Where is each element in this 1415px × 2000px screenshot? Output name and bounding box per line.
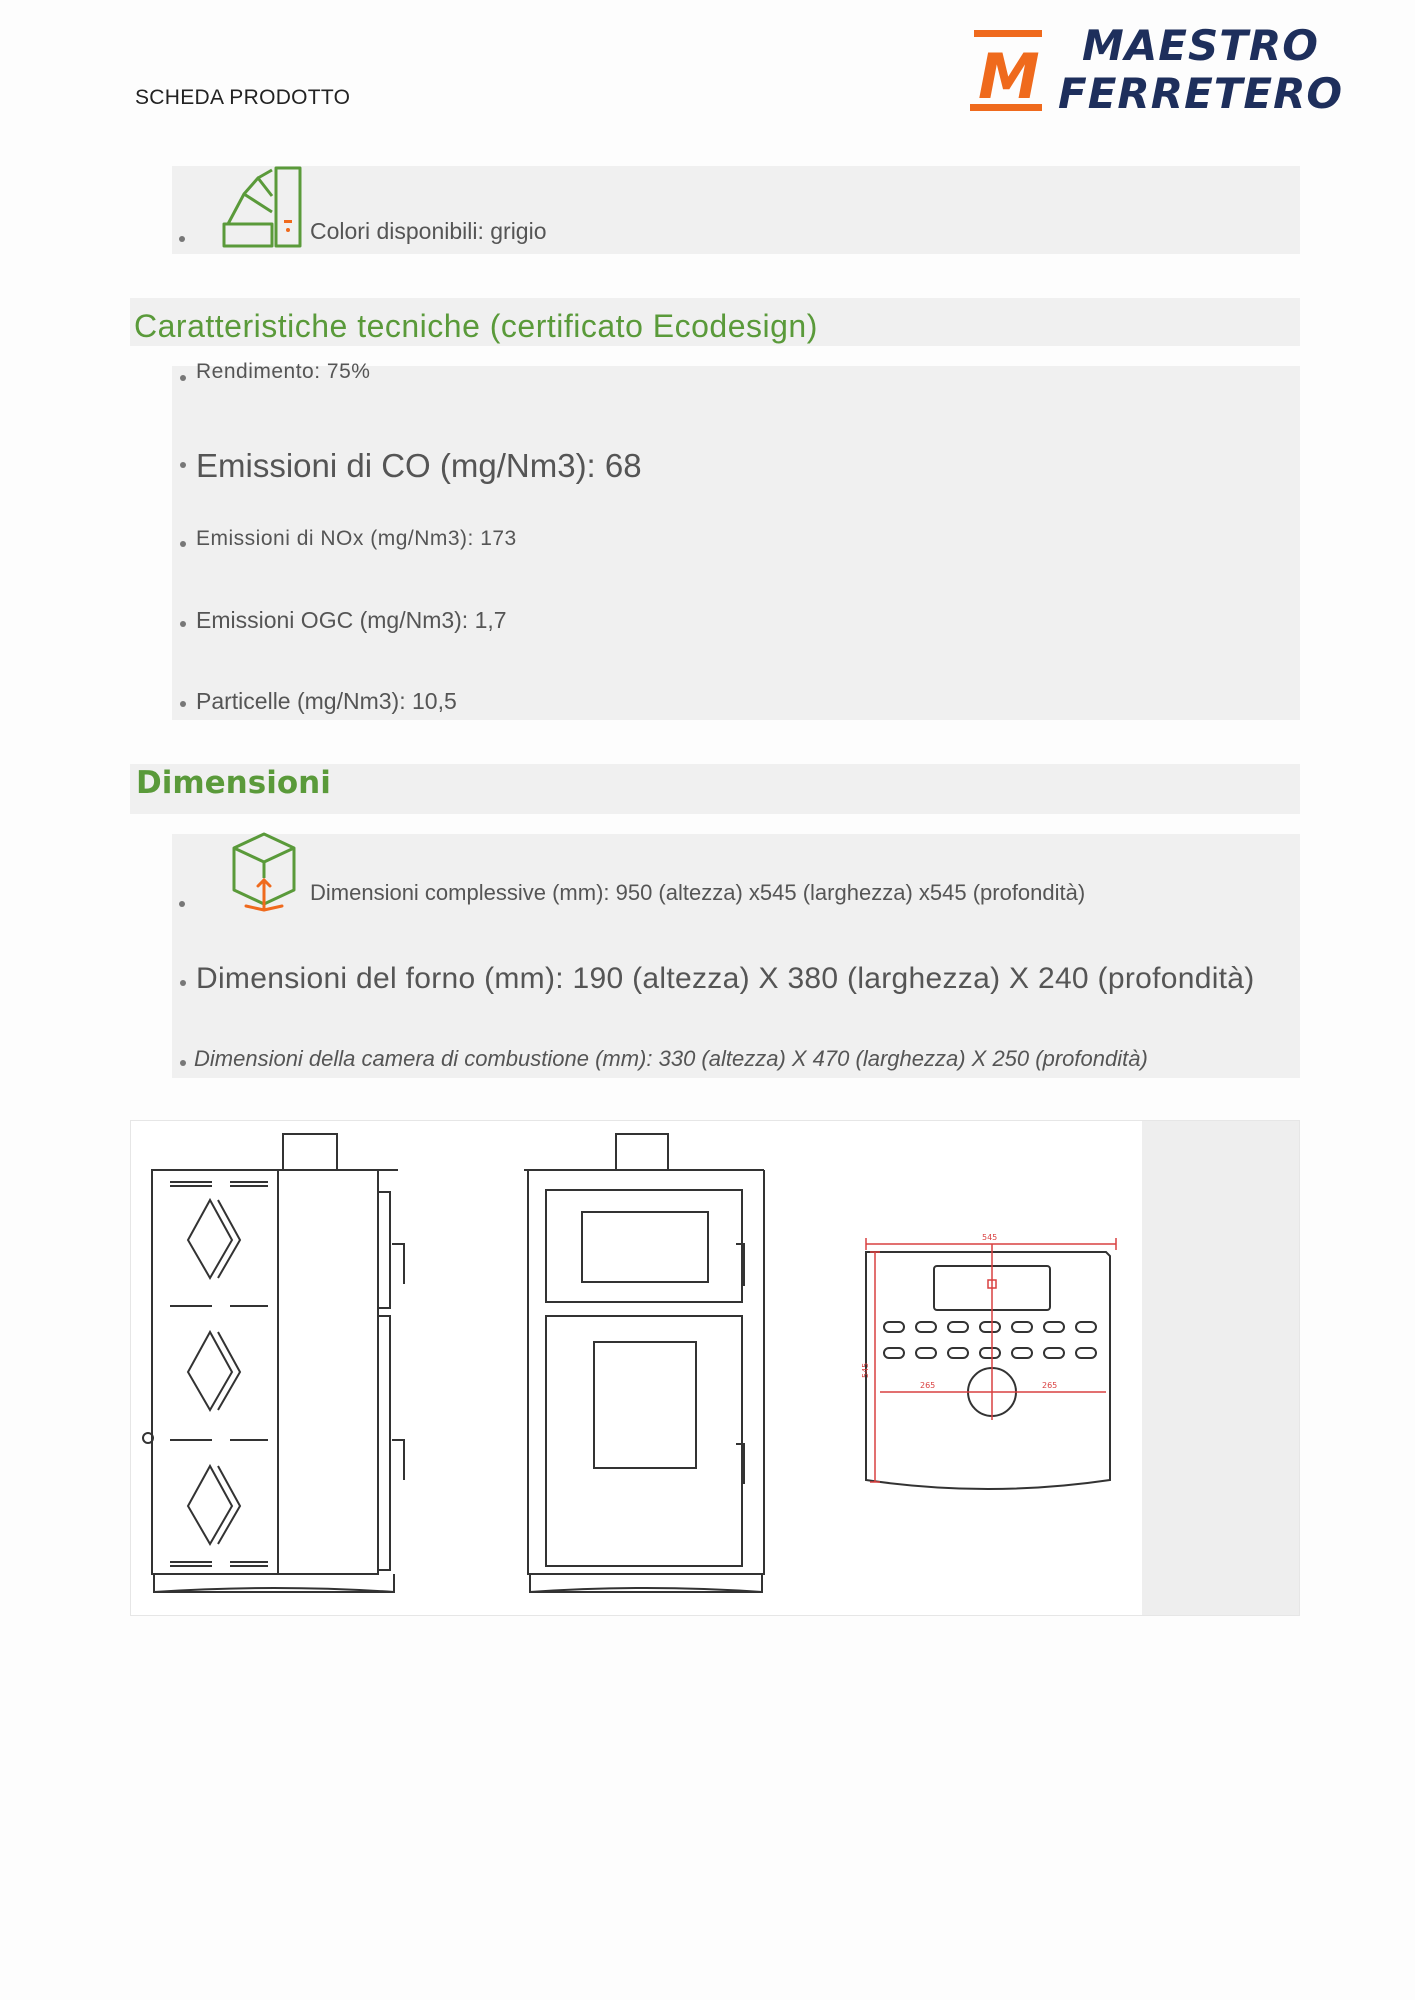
bullet [180,1060,186,1066]
drawing-side-panel [1142,1121,1299,1615]
document-type-label: SCHEDA PRODOTTO [135,86,351,109]
available-colors-text: Colori disponibili: grigio [310,218,547,244]
top-view-left-half-label: 265 [920,1381,936,1390]
overall-dimensions-text: Dimensioni complessive (mm): 950 (altezza) x545 (larghezza) x545 (profondità) [310,880,1086,905]
logo-monogram-icon [970,24,1050,114]
color-swatch-fan-icon [220,166,306,250]
top-view-right-half-label: 265 [1042,1381,1058,1390]
logo-line-1: MAESTRO [1082,21,1319,70]
stove-front-view [524,1134,764,1592]
tech-section-title: Caratteristiche tecniche (certificato Ecodesign) [134,308,818,344]
stove-drawings-svg [130,1120,1142,1616]
top-view-depth-label: 545 [861,1362,870,1378]
dimensions-section-title: Dimensioni [136,765,331,801]
bullet [179,901,185,907]
top-view-width-label: 545 [982,1233,998,1242]
bullet [180,621,186,627]
tech-item-efficiency: Rendimento: 75% [196,360,371,383]
oven-dimensions-text: Dimensioni del forno (mm): 190 (altezza) X 380 (larghezza) X 240 (profondità) [196,962,1255,995]
brand-logo [970,21,1344,122]
bullet [180,701,186,707]
logo-line-2: FERRETERO [1058,69,1344,118]
stove-side-view [143,1134,404,1592]
tech-item-ogc: Emissioni OGC (mg/Nm3): 1,7 [196,607,507,633]
bullet [180,375,186,381]
box-dimensions-icon [228,830,300,916]
tech-item-co: Emissioni di CO (mg/Nm3): 68 [196,447,642,484]
combustion-chamber-dimensions-text: Dimensioni della camera di combustione (mm): 330 (altezza) X 470 (larghezza) X 250 (profondità) [194,1046,1148,1071]
tech-item-particles: Particelle (mg/Nm3): 10,5 [196,688,457,714]
dimensions-items-band [172,834,1300,1078]
dimension-lines [866,1238,1116,1482]
bullet [180,462,186,468]
tech-item-nox: Emissioni di NOx (mg/Nm3): 173 [196,527,517,550]
bullet [180,541,186,547]
bullet [180,980,186,986]
bullet [179,236,185,242]
svg-text:M: M [978,40,1040,113]
